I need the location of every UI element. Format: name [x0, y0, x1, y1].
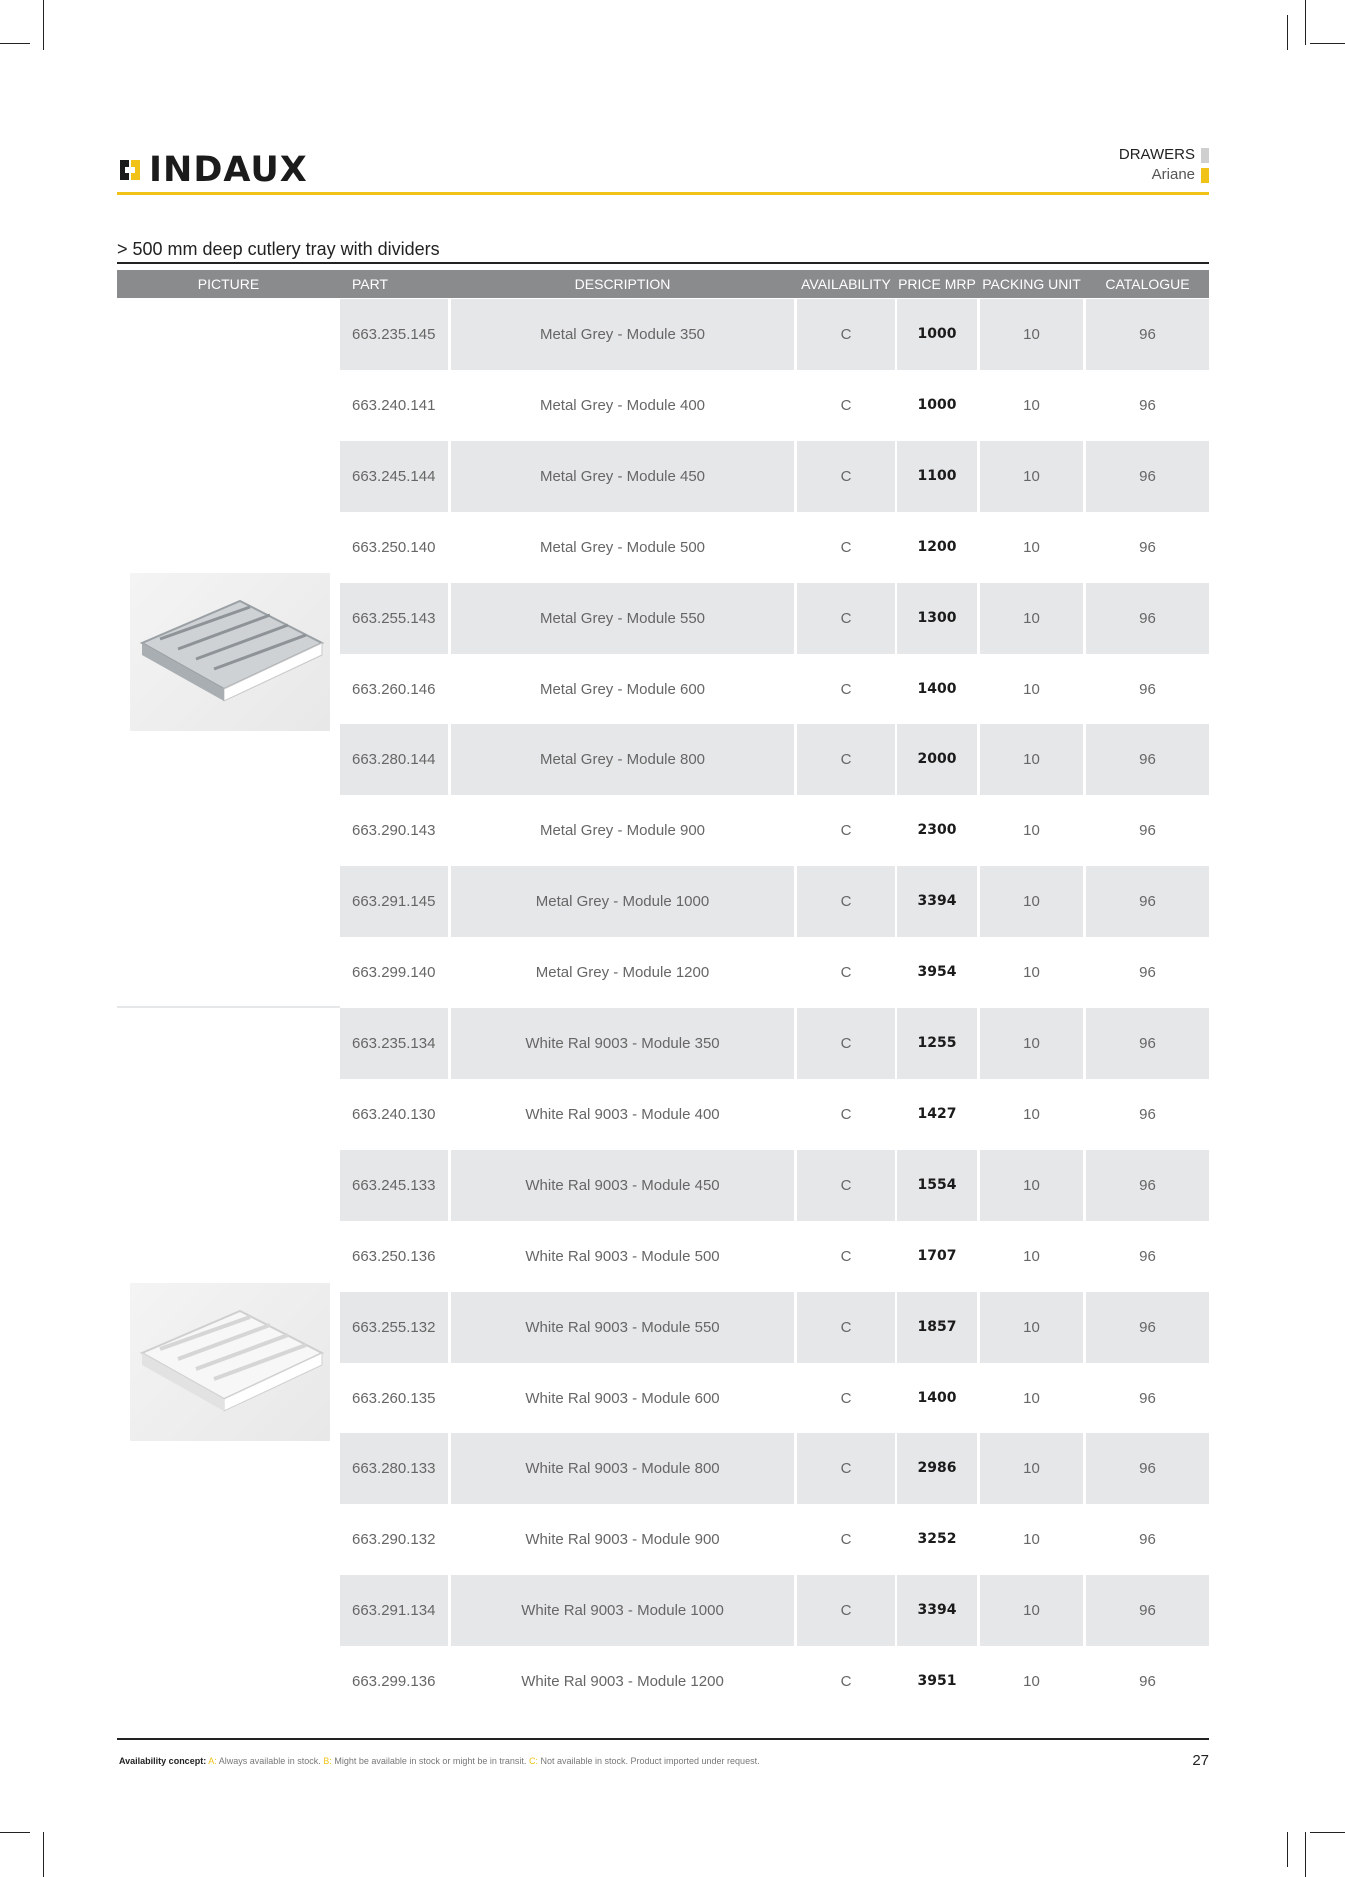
- table-row: [340, 1079, 1209, 1150]
- col-description: DESCRIPTION: [574, 276, 671, 292]
- legend-key-b: B:: [323, 1756, 332, 1766]
- cell-part-number: 663.240.141: [352, 396, 436, 414]
- cell-part-number: 663.299.136: [352, 1673, 436, 1691]
- legend-text-c: Not available in stock. Product imported under request.: [540, 1756, 760, 1766]
- title-rule: [117, 262, 1209, 264]
- cell-availability: C: [797, 1150, 895, 1221]
- cell-catalogue-page: 96: [1139, 538, 1156, 556]
- cell-description: Metal Grey - Module 500: [539, 538, 706, 556]
- cell-catalogue-page: 96: [1139, 1247, 1156, 1265]
- cell-description: White Ral 9003 - Module 1000: [451, 1575, 794, 1646]
- cell-part-number: 663.291.145: [340, 866, 448, 937]
- cell-availability: C: [840, 822, 852, 840]
- cell-price: 1000: [917, 396, 957, 413]
- cell-availability: C: [840, 1389, 852, 1407]
- table-row: [340, 299, 1209, 370]
- cell-catalogue-page: 96: [1139, 1673, 1156, 1691]
- cell-part-number: 663.290.132: [352, 1531, 436, 1549]
- cell-packing-unit: 10: [1023, 1673, 1040, 1691]
- cell-part-number: 663.255.132: [340, 1292, 448, 1363]
- cell-packing-unit: 10: [1023, 396, 1040, 414]
- cell-availability: C: [797, 1008, 895, 1079]
- cell-availability: C: [840, 1531, 852, 1549]
- crop-mark: [1310, 1832, 1345, 1833]
- table-row: [340, 1575, 1209, 1646]
- table-header: [117, 270, 1209, 298]
- table-row: [340, 1221, 1209, 1292]
- cell-packing-unit: 10: [980, 724, 1083, 795]
- cell-packing-unit: 10: [1023, 1389, 1040, 1407]
- cell-part-number: 663.260.146: [352, 680, 436, 698]
- section-tag: [1119, 145, 1209, 185]
- cell-price: 1000: [897, 299, 977, 370]
- cell-availability: C: [797, 583, 895, 654]
- cell-catalogue-page: 96: [1086, 1433, 1209, 1504]
- cell-packing-unit: 10: [980, 1150, 1083, 1221]
- cell-price: 1300: [897, 583, 977, 654]
- cell-part-number: 663.245.133: [340, 1150, 448, 1221]
- table-row: [340, 866, 1209, 937]
- cell-availability: C: [840, 1673, 852, 1691]
- crop-mark: [1287, 15, 1288, 50]
- cell-catalogue-page: 96: [1086, 299, 1209, 370]
- cell-availability: C: [840, 964, 852, 982]
- cell-packing-unit: 10: [980, 299, 1083, 370]
- table-row: [340, 441, 1209, 512]
- legend-key-a: A:: [208, 1756, 217, 1766]
- col-part-number: PART: [352, 276, 388, 292]
- cell-price: 2300: [917, 822, 957, 839]
- cell-price: 3252: [917, 1531, 957, 1548]
- availability-legend: [119, 1756, 760, 1766]
- cell-packing-unit: 10: [1023, 538, 1040, 556]
- crop-mark: [1305, 0, 1306, 45]
- cell-price: 1255: [897, 1008, 977, 1079]
- crop-mark: [0, 1832, 30, 1833]
- section-subcategory: Ariane: [1151, 166, 1195, 183]
- cell-price: 2986: [897, 1433, 977, 1504]
- cell-description: White Ral 9003 - Module 550: [451, 1292, 794, 1363]
- cell-catalogue-page: 96: [1086, 866, 1209, 937]
- table-row: [340, 1292, 1209, 1363]
- cell-price: 3954: [917, 964, 957, 981]
- cell-availability: C: [797, 866, 895, 937]
- logo-icon: [117, 157, 143, 183]
- cell-description: Metal Grey - Module 800: [451, 724, 794, 795]
- table-row: [340, 724, 1209, 795]
- cell-description: White Ral 9003 - Module 800: [451, 1433, 794, 1504]
- crop-mark: [1305, 1832, 1306, 1877]
- group-separator: [117, 1006, 340, 1008]
- cell-availability: C: [797, 299, 895, 370]
- cell-description: Metal Grey - Module 600: [539, 680, 706, 698]
- table-row: [340, 1433, 1209, 1504]
- cell-price: 2000: [897, 724, 977, 795]
- col-packing: PACKING UNIT: [982, 276, 1081, 292]
- cell-part-number: 663.280.133: [340, 1433, 448, 1504]
- cell-catalogue-page: 96: [1139, 1531, 1156, 1549]
- cell-availability: C: [797, 724, 895, 795]
- crop-mark: [43, 0, 44, 50]
- table-row: [340, 1363, 1209, 1434]
- cell-description: White Ral 9003 - Module 350: [451, 1008, 794, 1079]
- table-title: > 500 mm deep cutlery tray with dividers: [117, 239, 440, 259]
- cell-description: White Ral 9003 - Module 600: [525, 1389, 720, 1407]
- table-row: [340, 1504, 1209, 1575]
- cell-part-number: 663.240.130: [352, 1105, 436, 1123]
- cell-description: Metal Grey - Module 450: [451, 441, 794, 512]
- legend-key-c: C:: [528, 1756, 538, 1766]
- cell-part-number: 663.290.143: [352, 822, 436, 840]
- cell-catalogue-page: 96: [1139, 1389, 1156, 1407]
- cell-part-number: 663.245.144: [340, 441, 448, 512]
- cell-price: 1200: [917, 538, 957, 555]
- cell-description: Metal Grey - Module 1200: [535, 964, 710, 982]
- cell-part-number: 663.299.140: [352, 964, 436, 982]
- cell-description: White Ral 9003 - Module 450: [451, 1150, 794, 1221]
- cell-packing-unit: 10: [1023, 822, 1040, 840]
- cell-catalogue-page: 96: [1086, 441, 1209, 512]
- table-row: [340, 654, 1209, 725]
- table-row: [340, 370, 1209, 441]
- cell-description: White Ral 9003 - Module 400: [525, 1105, 720, 1123]
- cell-packing-unit: 10: [1023, 1105, 1040, 1123]
- cell-packing-unit: 10: [980, 866, 1083, 937]
- legend-text-a: Always available in stock.: [218, 1756, 321, 1766]
- cell-catalogue-page: 96: [1139, 964, 1156, 982]
- legend-text-b: Might be available in stock or might be in transit.: [334, 1756, 527, 1766]
- cell-catalogue-page: 96: [1139, 822, 1156, 840]
- cell-catalogue-page: 96: [1086, 724, 1209, 795]
- cell-catalogue-page: 96: [1139, 1105, 1156, 1123]
- cell-description: Metal Grey - Module 550: [451, 583, 794, 654]
- cell-price: 1400: [917, 1389, 957, 1406]
- brand-logo: [117, 150, 308, 190]
- col-catalogue-page: CATALOGUE: [1105, 276, 1190, 292]
- cell-packing-unit: 10: [1023, 1247, 1040, 1265]
- cell-part-number: 663.235.145: [340, 299, 448, 370]
- table-row: [340, 1150, 1209, 1221]
- cell-price: 1857: [897, 1292, 977, 1363]
- cell-availability: C: [840, 1247, 852, 1265]
- cell-part-number: 663.260.135: [352, 1389, 436, 1407]
- cell-packing-unit: 10: [980, 1008, 1083, 1079]
- cell-packing-unit: 10: [980, 1575, 1083, 1646]
- footer-rule: [117, 1738, 1209, 1740]
- cell-packing-unit: 10: [980, 1433, 1083, 1504]
- cell-catalogue-page: 96: [1139, 396, 1156, 414]
- product-image-metal-grey: [130, 573, 330, 731]
- table-row: [340, 1646, 1209, 1717]
- cell-part-number: 663.250.140: [352, 538, 436, 556]
- table-row: [340, 937, 1209, 1008]
- cell-packing-unit: 10: [980, 441, 1083, 512]
- crop-mark: [0, 43, 30, 44]
- cell-price: 3394: [897, 866, 977, 937]
- cell-price: 1707: [917, 1247, 957, 1264]
- legend-label: Availability concept:: [119, 1756, 207, 1766]
- brand-name: INDAUX: [149, 150, 308, 190]
- cell-availability: C: [840, 538, 852, 556]
- cell-packing-unit: 10: [980, 1292, 1083, 1363]
- cell-description: White Ral 9003 - Module 500: [525, 1247, 720, 1265]
- cell-packing-unit: 10: [980, 583, 1083, 654]
- cell-availability: C: [797, 1575, 895, 1646]
- cell-price: 1427: [917, 1105, 957, 1122]
- table-row: [340, 512, 1209, 583]
- table-row: [340, 795, 1209, 866]
- cell-description: Metal Grey - Module 400: [539, 396, 706, 414]
- cell-description: Metal Grey - Module 1000: [451, 866, 794, 937]
- table-row: [340, 583, 1209, 654]
- col-price: PRICE MRP: [898, 276, 976, 292]
- cell-price: 1400: [917, 680, 957, 697]
- table-row: [340, 1008, 1209, 1079]
- cell-availability: C: [840, 396, 852, 414]
- page-number: 27: [1192, 1752, 1209, 1769]
- cell-price: 3951: [917, 1673, 957, 1690]
- cell-catalogue-page: 96: [1086, 1150, 1209, 1221]
- cell-part-number: 663.255.143: [340, 583, 448, 654]
- cell-availability: C: [840, 680, 852, 698]
- cell-catalogue-page: 96: [1086, 1292, 1209, 1363]
- crop-mark: [1287, 1832, 1288, 1867]
- cell-packing-unit: 10: [1023, 680, 1040, 698]
- cell-packing-unit: 10: [1023, 964, 1040, 982]
- cell-price: 1554: [897, 1150, 977, 1221]
- subcategory-square-icon: [1201, 168, 1209, 183]
- cell-availability: C: [797, 1292, 895, 1363]
- cell-price: 1100: [897, 441, 977, 512]
- cell-packing-unit: 10: [1023, 1531, 1040, 1549]
- cell-price: 3394: [897, 1575, 977, 1646]
- cell-part-number: 663.280.144: [340, 724, 448, 795]
- cell-description: White Ral 9003 - Module 900: [525, 1531, 720, 1549]
- cell-availability: C: [840, 1105, 852, 1123]
- cell-part-number: 663.291.134: [340, 1575, 448, 1646]
- col-picture: PICTURE: [197, 276, 260, 292]
- cell-description: Metal Grey - Module 900: [539, 822, 706, 840]
- cell-catalogue-page: 96: [1086, 1575, 1209, 1646]
- cell-catalogue-page: 96: [1139, 680, 1156, 698]
- category-square-icon: [1201, 148, 1209, 163]
- crop-mark: [1310, 43, 1345, 44]
- cell-description: White Ral 9003 - Module 1200: [521, 1673, 724, 1691]
- crop-mark: [43, 1832, 44, 1877]
- product-image-white: [130, 1283, 330, 1441]
- cell-part-number: 663.250.136: [352, 1247, 436, 1265]
- cell-catalogue-page: 96: [1086, 583, 1209, 654]
- section-category: DRAWERS: [1118, 146, 1195, 163]
- cell-part-number: 663.235.134: [340, 1008, 448, 1079]
- cell-description: Metal Grey - Module 350: [451, 299, 794, 370]
- header-rule: [117, 192, 1209, 195]
- cell-availability: C: [797, 441, 895, 512]
- col-availability: AVAILABILITY: [801, 276, 891, 292]
- cell-catalogue-page: 96: [1086, 1008, 1209, 1079]
- cell-availability: C: [797, 1433, 895, 1504]
